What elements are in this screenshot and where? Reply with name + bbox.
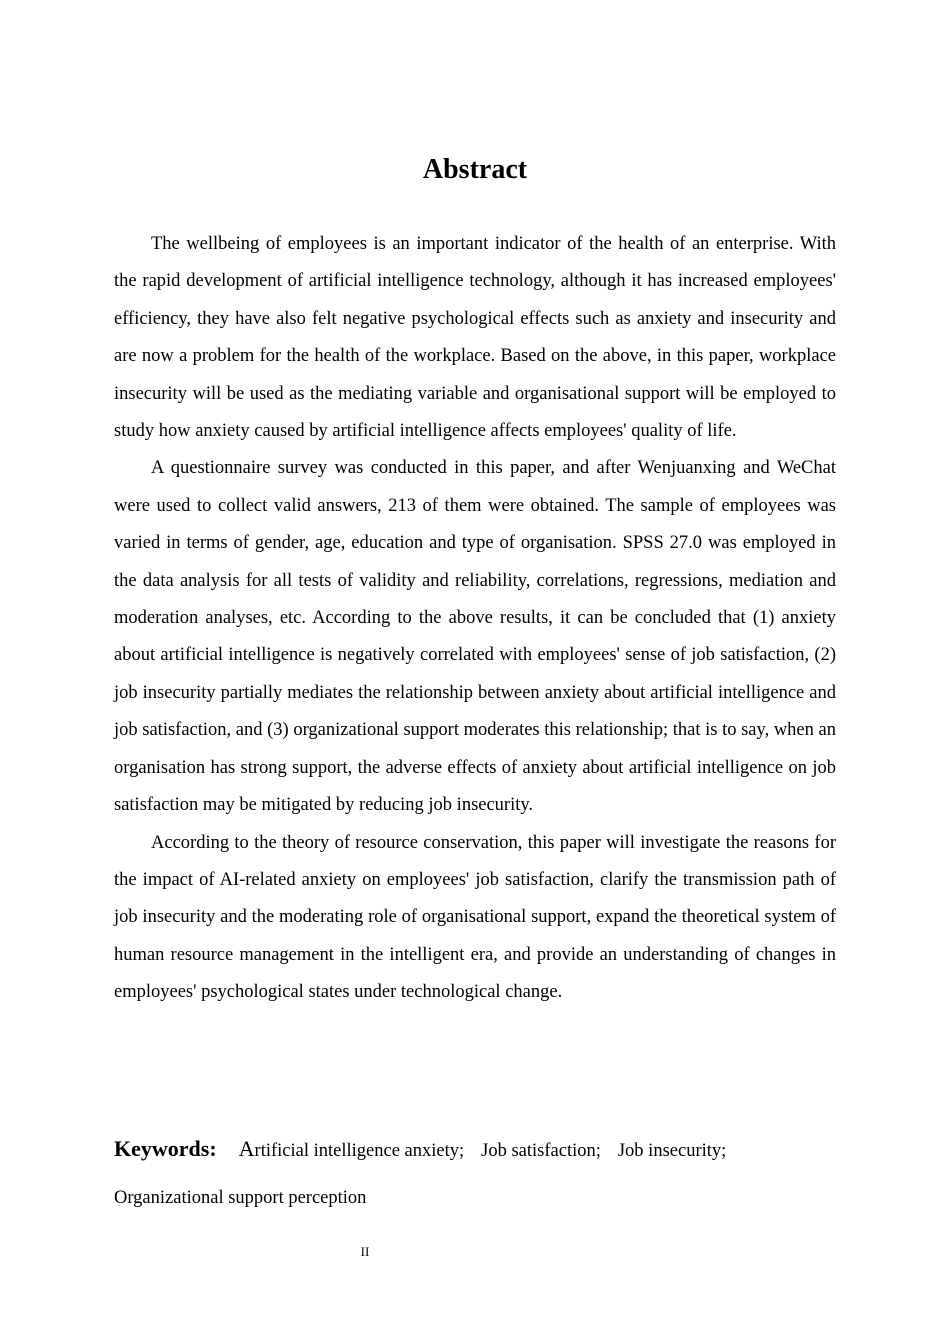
- keywords-section: [114, 1129, 836, 1208]
- abstract-paragraph-3: According to the theory of resource conservation, this paper will investigate the reasons for the impact of AI-related anxiety on employees' job satisfaction, clarify the transmission path of job insecurity and the moderating role of organisational support, expand the theoretical system of human resource management in the intelligent era, and provide an understanding of changes in employees' psychological states under technological change.: [114, 832, 836, 1003]
- abstract-paragraph-1: The wellbeing of employees is an important indicator of the health of an enterprise. With the rapid development of artificial intelligence technology, although it has increased employees' efficiency, they have also felt negative psychological effects such as anxiety and insecurity and are now a problem for the health of the workplace. Based on the above, in this paper, workplace insecurity will be used as the mediating variable and organisational support will be employed to study how anxiety caused by artificial intelligence affects employees' quality of life.: [114, 234, 836, 442]
- page-number: II: [360, 1244, 370, 1259]
- abstract-paragraph-2: A questionnaire survey was conducted in this paper, and after Wenjuanxing and WeChat were used to collect valid answers, 213 of them were obtained. The sample of employees was varied in terms of gender, age, education and type of organisation. SPSS 27.0 was employed in the data analysis for all tests of validity and reliability, correlations, regressions, mediation and moderation analyses, etc. According to the above results, it can be concluded that (1) anxiety about artificial intelligence is negatively correlated with employees' sense of job satisfaction, (2) job insecurity partially mediates the relationship between anxiety about artificial intelligence and job satisfaction, and (3) organizational support moderates this relationship; that is to say, when an organisation has strong support, the adverse effects of anxiety about artificial intelligence on job satisfaction may be mitigated by reducing job insecurity.: [114, 458, 836, 816]
- keyword-3: Job insecurity;: [617, 1141, 727, 1161]
- keyword-initial-letter: A: [238, 1136, 255, 1161]
- abstract-body: [114, 226, 836, 1012]
- keyword-1: rtificial intelligence anxiety;: [254, 1141, 465, 1161]
- keyword-4: Organizational support perception: [114, 1188, 367, 1208]
- abstract-title: Abstract: [422, 154, 528, 185]
- keywords-label: Keywords:: [114, 1136, 217, 1161]
- keyword-2: Job satisfaction;: [481, 1141, 601, 1161]
- keywords-line-1: [114, 1129, 836, 1171]
